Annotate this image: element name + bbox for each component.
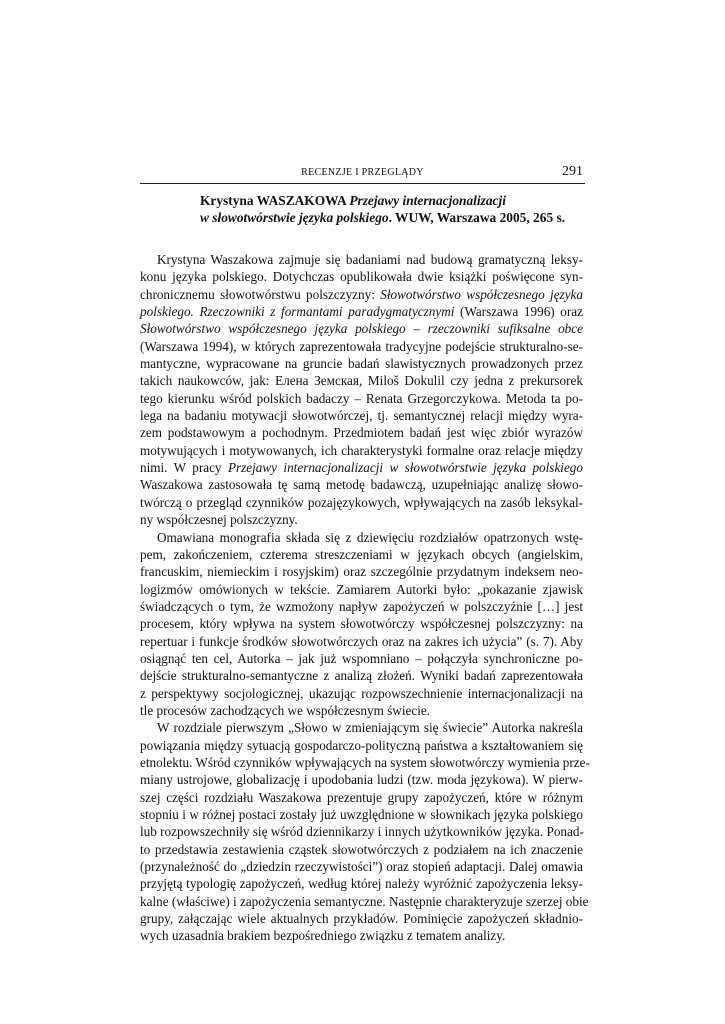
text-line <box>140 494 583 511</box>
text-segment: etnolektu. Wśród czynników wpływających na system słowotwórczy wymienia prze- <box>140 754 590 770</box>
text-line <box>140 823 583 840</box>
text-line <box>140 320 583 337</box>
text-line <box>140 286 583 303</box>
text-line <box>140 563 583 580</box>
paragraph <box>140 719 590 944</box>
text-line <box>140 303 583 320</box>
heading-line <box>200 192 600 209</box>
text-line <box>140 546 583 563</box>
text-line <box>140 372 583 389</box>
italic-text-segment: Słowotwórstwo współczesnego języka <box>380 286 583 302</box>
text-segment: (Warszawa 1996) oraz <box>454 304 583 320</box>
text-segment: chronicznemu słowotwórstwu polszczyzny: <box>140 286 381 302</box>
italic-text-segment: Przejawy internacjonalizacji <box>349 193 506 208</box>
text-segment: to przedstawia zestawienia cząstek słowotwórczych z podziałem na ich znaczenie <box>140 841 583 857</box>
text-line <box>140 719 583 736</box>
paragraph <box>140 529 583 720</box>
text-line <box>140 476 583 493</box>
text-line <box>140 615 583 632</box>
text-segment: nimi. W pracy <box>140 460 228 476</box>
text-segment: francuskim, niemieckim i rosyjskim) oraz szczególnie przydatnym indeksem neo- <box>140 564 583 580</box>
text-segment: zem podstawowym a pochodnym. Przedmiotem badań jest więc zbiór wyrazów <box>140 425 583 441</box>
text-segment: dejście strukturalno-semantyczne z analizą złożeń. Wyniki badań zaprezentowała <box>140 668 583 684</box>
text-segment: mantyczne, wypracowane na gruncie badań slawistycznych prowadzonych przez <box>140 356 583 372</box>
text-line <box>140 910 583 927</box>
text-segment: lub rozpowszechniły się wśród dziennikarzy i innych użytkowników języka. Ponad- <box>140 824 584 840</box>
text-segment: przyjętą typologię zapożyczeń, według której należy wyróżnić zapożyczenia leksy- <box>140 876 583 892</box>
text-segment: z perspektywy socjologicznej, ukazując rozpowszechnienie internacjonalizacji na <box>140 685 583 701</box>
text-segment: szej części rozdziału Waszakowa prezentuje grupy zapożyczeń, które w różnym <box>140 789 583 805</box>
text-segment: (przynależność do „dziedzin rzeczywistości”) oraz stopień adaptacji. Dalej omawia <box>140 859 583 875</box>
text-line <box>140 598 583 615</box>
italic-text-segment: Przejawy internacjonalizacji w słowotwórstwie języka polskiego <box>227 460 583 476</box>
text-segment: W rozdziale pierwszym „Słowo w zmieniającym się świecie” Autorka nakreśla <box>157 720 583 736</box>
text-segment: kalne (właściwe) i zapożyczenia semantyczne. Następnie charakteryzuje szerzej obie <box>140 893 589 909</box>
text-segment: (Warszawa 1994), w których zaprezentowała tradycyjne podejście strukturalno-se- <box>140 338 583 354</box>
text-segment: miany ustrojowe, globalizację i upodobania ludzi (tzw. moda językowa). W pierw- <box>140 772 583 788</box>
text-line <box>140 667 583 684</box>
text-segment: Omawiana monografia składa się z dziewięciu rozdziałów opatrzonych wstę- <box>157 529 583 545</box>
text-segment: wych uzasadnia brakiem bezpośredniego związku z tematem analizy. <box>140 928 506 944</box>
text-segment: powiązania między sytuacją gospodarczo-polityczną państwa a kształtowaniem się <box>140 737 583 753</box>
text-segment: konu języka polskiego. Dotychczas opublikowała dwie książki poświęcone syn- <box>140 269 583 285</box>
text-segment: twórczą o przegląd czynników pozajęzykowych, wpływających na zasób leksykal- <box>140 494 583 510</box>
text-line <box>140 390 583 407</box>
text-line <box>140 893 589 910</box>
text-line <box>140 355 583 372</box>
text-segment: osiągnąć ten cel, Autorka – jak już wspomniano – połączyła synchroniczne po- <box>140 650 583 666</box>
text-line <box>140 633 583 650</box>
text-line <box>140 806 583 823</box>
text-segment: takich naukowców, jak: Елена Земская, Miloš Dokulil czy jedna z prekursorek <box>140 373 583 389</box>
page-number: 291 <box>562 164 583 179</box>
review-heading <box>200 192 600 226</box>
text-line <box>140 529 583 546</box>
text-segment: motywujących i motywowanych, ich charakterystyki formalne oraz relacje między <box>140 442 583 458</box>
text-line <box>140 771 583 788</box>
text-segment: logizmów omówionych w tekście. Zamiarem Autorki było: „pokazanie zjawisk <box>140 581 583 597</box>
text-line <box>140 858 583 875</box>
text-line <box>140 442 583 459</box>
text-segment: pem, zakończeniem, czterema streszczeniami w językach obcych (angielskim, <box>140 546 583 562</box>
text-line <box>140 737 583 754</box>
italic-text-segment: Słowotwórstwo współczesnego języka polskiego – rzeczowniki sufiksalne obce <box>140 321 583 337</box>
text-line <box>140 338 583 355</box>
text-segment: tle procesów zachodzących we współczesnym świecie. <box>140 702 431 718</box>
text-line <box>140 789 583 806</box>
text-segment: grupy, załączając wiele aktualnych przykładów. Pominięcie zapożyczeń składnio- <box>140 911 583 927</box>
text-segment: Krystyna Waszakowa zajmuje się badaniami nad budową gramatyczną leksy- <box>157 252 583 267</box>
text-line <box>140 875 583 892</box>
text-line <box>140 424 583 441</box>
text-line <box>140 268 583 285</box>
text-line <box>140 754 590 771</box>
text-segment: procesem, który wpływa na system słowotwórczy współczesnej polszczyzny: na <box>140 616 583 632</box>
heading-line <box>200 209 600 226</box>
text-line <box>140 685 583 702</box>
italic-text-segment: polskiego. Rzeczowniki z formantami paradygmatycznymi <box>140 304 455 320</box>
text-line <box>140 511 583 528</box>
paragraph <box>140 251 583 529</box>
running-header <box>140 165 585 184</box>
text-segment: Krystyna WASZAKOWA <box>200 193 350 208</box>
text-line <box>140 650 583 667</box>
text-segment: tego kierunku wśród polskich badaczy – Renata Grzegorczykowa. Metoda ta po- <box>140 390 583 406</box>
running-title: RECENZJE I PRZEGLĄDY <box>301 167 424 178</box>
text-segment: ny współczesnej polszczyzny. <box>140 512 298 528</box>
review-body <box>140 251 590 945</box>
text-line <box>140 702 583 719</box>
text-segment: repertuar i funkcje środków słowotwórczych oraz na zakres ich użycia” (s. 7). Aby <box>140 633 583 649</box>
text-line <box>140 459 583 476</box>
italic-text-segment: w słowotwórstwie języka polskiego <box>200 210 389 225</box>
text-segment: stopniu i w różnej postaci zostały już uwzględnione w słownikach języka polskiego <box>140 807 583 822</box>
text-segment: . WUW, Warszawa 2005, 265 s. <box>388 210 566 225</box>
text-line <box>140 407 583 424</box>
text-line <box>140 927 583 944</box>
text-line <box>140 251 583 268</box>
text-line <box>140 581 583 598</box>
text-segment: lega na badaniu motywacji słowotwórczej, tj. semantycznej relacji między wyra- <box>140 408 583 424</box>
text-line <box>140 841 583 858</box>
text-segment: świadczących o tym, że wzmożony napływ zapożyczeń w polszczyźnie […] jest <box>140 598 583 614</box>
text-segment: Waszakowa zastosowała tę samą metodę badawczą, uzupełniając analizę słowo- <box>140 477 583 493</box>
